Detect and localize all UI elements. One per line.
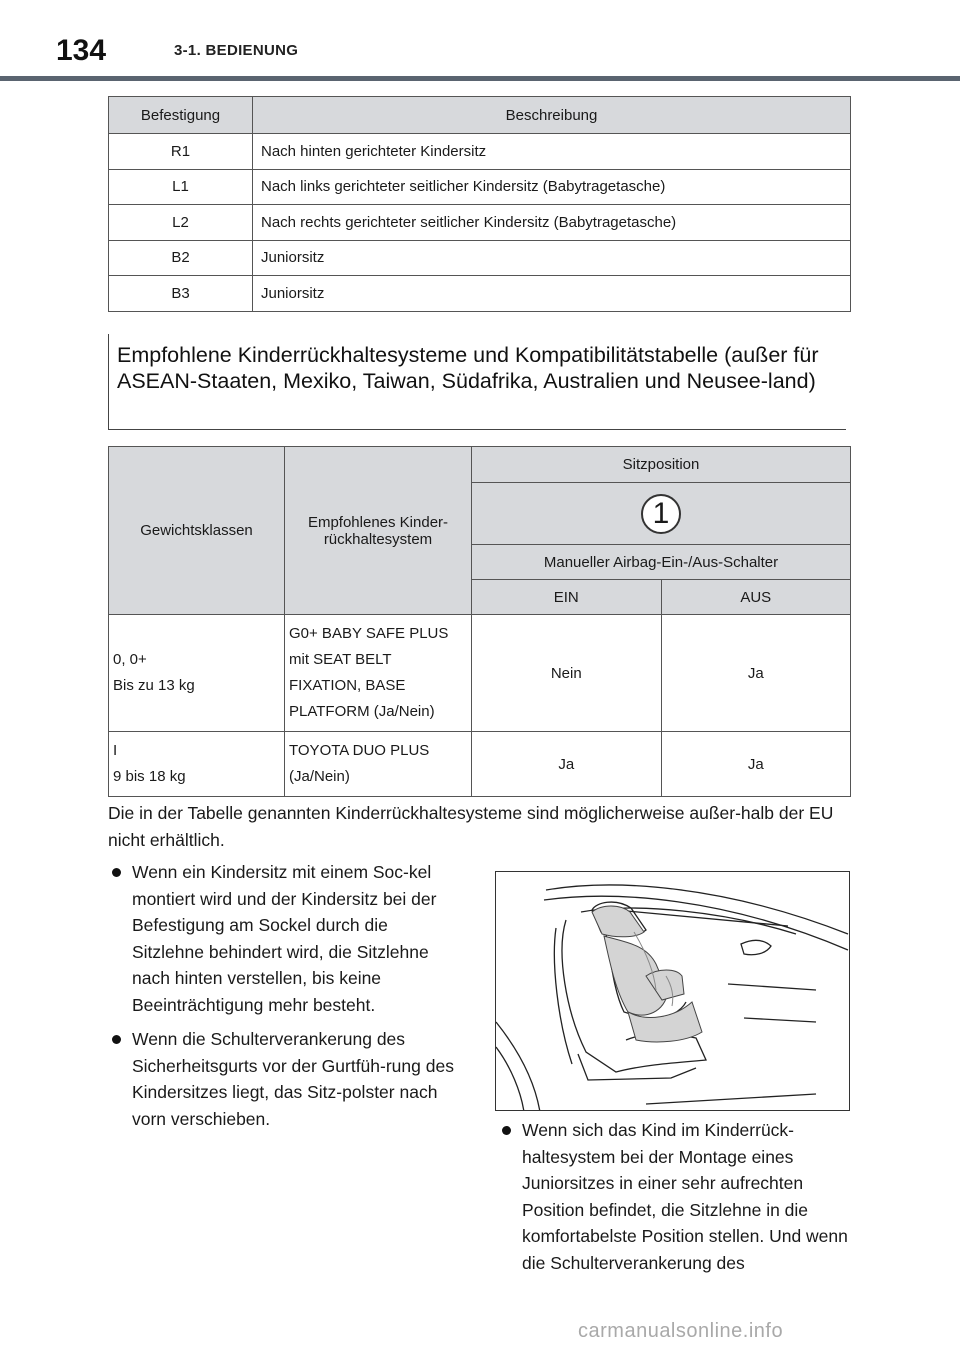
bullet-icon bbox=[112, 868, 121, 877]
child-seat-illustration bbox=[495, 871, 850, 1111]
table-row bbox=[109, 615, 851, 732]
column-header-beschreibung: Beschreibung bbox=[253, 97, 851, 134]
compatibility-table bbox=[108, 446, 851, 797]
recommended-system: TOYOTA DUO PLUS (Ja/Nein) bbox=[285, 732, 472, 797]
anchorage-code: B2 bbox=[109, 240, 253, 276]
column-header-befestigung: Befestigung bbox=[109, 97, 253, 134]
anchorage-code: R1 bbox=[109, 134, 253, 170]
anchorage-description: Nach links gerichteter seitlicher Kindersitz (Babytragetasche) bbox=[253, 169, 851, 205]
weight-class-cell bbox=[109, 615, 285, 732]
page-number: 134 bbox=[56, 34, 107, 67]
section-heading: Empfohlene Kinderrückhaltesysteme und Kompatibilitätstabelle (außer für ASEAN-Staaten, Mexiko, Taiwan, Südafrika, Australien und Neusee-land) bbox=[117, 343, 819, 393]
anchorage-code: L2 bbox=[109, 205, 253, 241]
seat-number-icon: 1 bbox=[641, 494, 681, 534]
weight-class-cell bbox=[109, 732, 285, 797]
bullet-icon bbox=[112, 1035, 121, 1044]
bullet-icon bbox=[502, 1126, 511, 1135]
bullet-list-right bbox=[500, 1117, 850, 1284]
page-header bbox=[0, 0, 960, 82]
site-watermark: carmanualsonline.info bbox=[578, 1320, 784, 1342]
list-item: Wenn die Schulterverankerung des Sicherheitsgurts vor der Gurtfüh-rung des Kindersitzes liegt, das Sitz-polster nach vorn verschieben. bbox=[110, 1026, 460, 1132]
airbag-on-value: Nein bbox=[472, 615, 662, 732]
table-row bbox=[109, 205, 851, 241]
table-row bbox=[109, 134, 851, 170]
table-row bbox=[109, 169, 851, 205]
list-item: Wenn ein Kindersitz mit einem Soc-kel montiert wird und der Kindersitz bei der Befestigung am Sockel durch die Sitzlehne behindert wird, die Sitzlehne nach hinten verstellen, bis keine Beeinträchtigung mehr besteht. bbox=[110, 859, 460, 1018]
anchorage-code: L1 bbox=[109, 169, 253, 205]
airbag-off-value: Ja bbox=[661, 615, 851, 732]
weight-class: I bbox=[113, 742, 118, 759]
section-heading-box bbox=[108, 334, 846, 430]
table-header-row bbox=[109, 97, 851, 134]
table-row bbox=[109, 276, 851, 312]
anchorage-description: Juniorsitz bbox=[253, 276, 851, 312]
recommended-system: G0+ BABY SAFE PLUS mit SEAT BELT FIXATION, BASE PLATFORM (Ja/Nein) bbox=[285, 615, 472, 732]
anchorage-code: B3 bbox=[109, 276, 253, 312]
child-seat-drawing bbox=[496, 872, 850, 1111]
list-item: Wenn sich das Kind im Kinderrück-haltesystem bei der Montage eines Juniorsitzes in einer sehr aufrechten Position befindet, die Sitzlehne in die komfortabelste Position stellen. Und wenn die Schulterverankerung des bbox=[500, 1117, 850, 1276]
weight-range: Bis zu 13 kg bbox=[113, 677, 195, 694]
airbag-off-value: Ja bbox=[661, 732, 851, 797]
weight-range: 9 bis 18 kg bbox=[113, 768, 186, 785]
weight-class: 0, 0+ bbox=[113, 651, 147, 668]
anchorage-description: Nach hinten gerichteter Kindersitz bbox=[253, 134, 851, 170]
column-header-seat-position: Sitzposition bbox=[472, 447, 851, 483]
section-title: 3-1. BEDIENUNG bbox=[174, 42, 299, 59]
bullet-list-left bbox=[110, 859, 460, 1140]
table-row bbox=[109, 240, 851, 276]
anchorage-table bbox=[108, 96, 851, 312]
column-header-weight: Gewichtsklassen bbox=[109, 447, 285, 615]
airbag-on-value: Ja bbox=[472, 732, 662, 797]
anchorage-description: Nach rechts gerichteter seitlicher Kindersitz (Babytragetasche) bbox=[253, 205, 851, 241]
airbag-switch-header: Manueller Airbag-Ein-/Aus-Schalter bbox=[472, 545, 851, 580]
table-row bbox=[109, 732, 851, 797]
availability-note: Die in der Tabelle genannten Kinderrückhaltesysteme sind möglicherweise außer-halb der EU nicht erhältlich. bbox=[108, 803, 834, 850]
airbag-off-header: AUS bbox=[661, 580, 851, 615]
column-header-recommended: Empfohlenes Kinder-rückhaltesystem bbox=[285, 447, 472, 615]
header-divider bbox=[0, 76, 960, 81]
anchorage-description: Juniorsitz bbox=[253, 240, 851, 276]
airbag-on-header: EIN bbox=[472, 580, 662, 615]
seat-position-cell bbox=[472, 483, 851, 545]
